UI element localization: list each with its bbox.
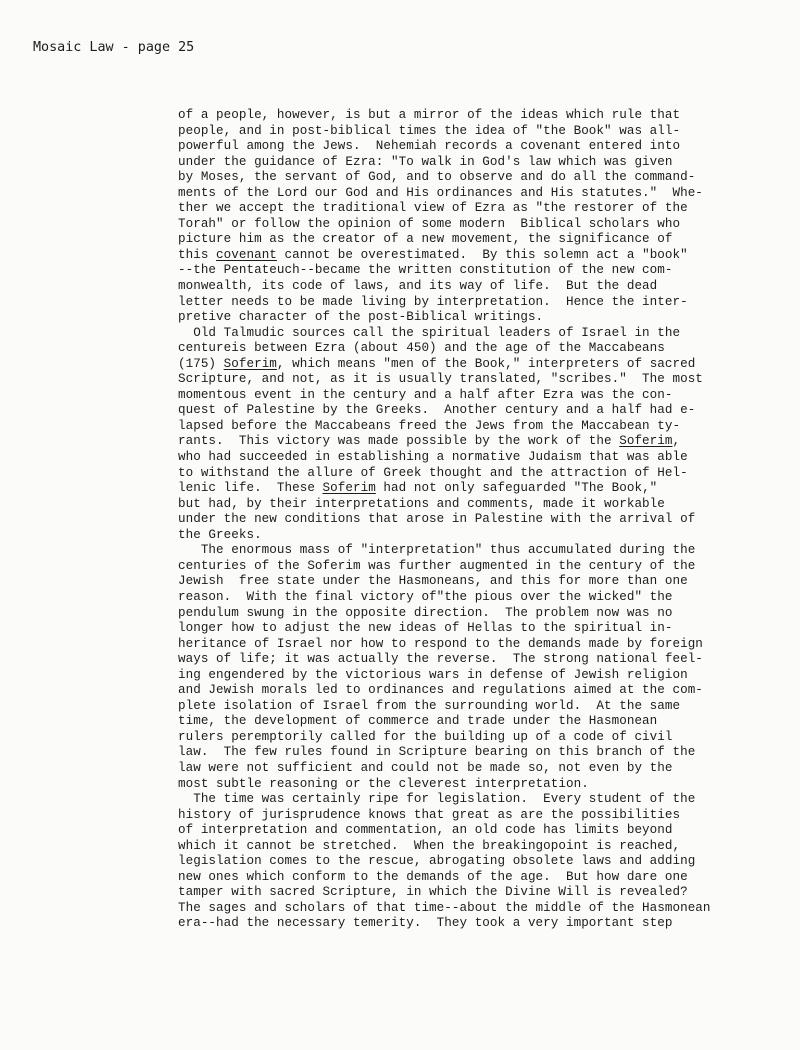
text-line: Torah" or follow the opinion of some modern Biblical scholars who <box>178 216 681 231</box>
text-line: history of jurisprudence knows that great as are the possibilities <box>178 807 681 822</box>
text-line: ments of the Lord our God and His ordinances and His statutes." Whe- <box>178 185 703 200</box>
text-line: The time was certainly ripe for legislation. Every student of the <box>178 792 696 807</box>
text-line: but had, by their interpretations and comments, made it workable <box>178 496 665 511</box>
text-line: picture him as the creator of a new movement, the significance of <box>178 232 673 247</box>
text-line: lapsed before the Maccabeans freed the Jews from the Maccabean ty- <box>178 418 681 433</box>
text-line: to withstand the allure of Greek thought and the attraction of Hel- <box>178 465 688 480</box>
text-line: by Moses, the servant of God, and to observe and do all the command- <box>178 170 696 185</box>
text-line: tamper with sacred Scripture, in which the Divine Will is revealed? <box>178 885 688 900</box>
text-line: monwealth, its code of laws, and its way of life. But the dead <box>178 279 658 294</box>
text-line: powerful among the Jews. Nehemiah records a covenant entered into <box>178 139 681 154</box>
running-header: Mosaic Law - page 25 <box>33 40 195 55</box>
text-line: --the Pentateuch--became the written constitution of the new com- <box>178 263 673 278</box>
text-line: this covenant cannot be overestimated. By this solemn act a "book" <box>178 247 688 262</box>
text-line: under the new conditions that arose in Palestine with the arrival of <box>178 512 696 527</box>
text-line: people, and in post-biblical times the idea of "the Book" was all- <box>178 123 681 138</box>
text-line: centureis between Ezra (about 450) and the age of the Maccabeans <box>178 341 665 356</box>
text-line: ther we accept the traditional view of Ezra as "the restorer of the <box>178 201 688 216</box>
text-line: new ones which conform to the demands of the age. But how dare one <box>178 869 688 884</box>
text-line: pendulum swung in the opposite direction. The problem now was no <box>178 605 673 620</box>
text-line: who had succeeded in establishing a normative Judaism that was able <box>178 450 688 465</box>
text-line: (175) Soferim, which means "men of the Book," interpreters of sacred <box>178 356 696 371</box>
text-line: The enormous mass of "interpretation" thus accumulated during the <box>178 543 696 558</box>
text-line: era--had the necessary temerity. They took a very important step <box>178 916 673 931</box>
text-line: under the guidance of Ezra: "To walk in God's law which was given <box>178 154 673 169</box>
text-line: legislation comes to the rescue, abrogating obsolete laws and adding <box>178 854 696 869</box>
text-line: ing engendered by the victorious wars in defense of Jewish religion <box>178 667 688 682</box>
body-text <box>178 108 738 932</box>
text-line: centuries of the Soferim was further augmented in the century of the <box>178 558 696 573</box>
text-line: momentous event in the century and a half after Ezra was the con- <box>178 387 673 402</box>
text-line: of interpretation and commentation, an old code has limits beyond <box>178 823 673 838</box>
text-line: ways of life; it was actually the reverse. The strong national feel- <box>178 652 703 667</box>
text-line: letter needs to be made living by interpretation. Hence the inter- <box>178 294 688 309</box>
text-line: which it cannot be stretched. When the breakingopoint is reached, <box>178 838 681 853</box>
text-line: quest of Palestine by the Greeks. Another century and a half had e- <box>178 403 696 418</box>
text-line: most subtle reasoning or the cleverest interpretation. <box>178 776 589 791</box>
text-line: lenic life. These Soferim had not only safeguarded "The Book," <box>178 481 658 496</box>
text-line: Scripture, and not, as it is usually translated, "scribes." The most <box>178 372 703 387</box>
text-line: The sages and scholars of that time--about the middle of the Hasmonean <box>178 900 711 915</box>
text-line: law were not sufficient and could not be made so, not even by the <box>178 760 673 775</box>
text-line: reason. With the final victory of"the pious over the wicked" the <box>178 589 673 604</box>
text-line: of a people, however, is but a mirror of the ideas which rule that <box>178 108 681 122</box>
text-line: Jewish free state under the Hasmoneans, and this for more than one <box>178 574 688 589</box>
text-line: plete isolation of Israel from the surrounding world. At the same <box>178 698 681 713</box>
text-line: time, the development of commerce and trade under the Hasmonean <box>178 714 658 729</box>
text-line: and Jewish morals led to ordinances and regulations aimed at the com- <box>178 683 703 698</box>
text-line: Old Talmudic sources call the spiritual leaders of Israel in the <box>178 325 681 340</box>
text-line: pretive character of the post-Biblical writings. <box>178 310 544 325</box>
text-line: the Greeks. <box>178 527 262 542</box>
text-line: rulers peremptorily called for the building up of a code of civil <box>178 729 673 744</box>
text-line: law. The few rules found in Scripture bearing on this branch of the <box>178 745 696 760</box>
text-line: rants. This victory was made possible by the work of the Soferim, <box>178 434 681 449</box>
text-line: longer how to adjust the new ideas of Hellas to the spiritual in- <box>178 621 673 636</box>
text-line: heritance of Israel nor how to respond to the demands made by foreign <box>178 636 703 651</box>
